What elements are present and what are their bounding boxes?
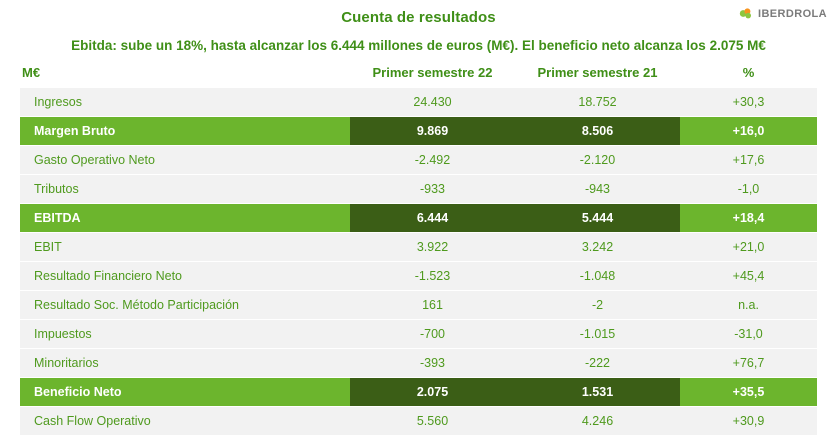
row-value-semester-22: 9.869 xyxy=(350,117,515,146)
row-value-semester-21: -1.015 xyxy=(515,320,680,349)
row-value-semester-22: -2.492 xyxy=(350,146,515,175)
row-value-semester-21: -1.048 xyxy=(515,262,680,291)
column-header-unit: M€ xyxy=(20,63,350,88)
row-value-semester-21: 8.506 xyxy=(515,117,680,146)
column-header-semester-22: Primer semestre 22 xyxy=(350,63,515,88)
row-value-semester-21: -2 xyxy=(515,291,680,320)
row-value-semester-21: 5.444 xyxy=(515,204,680,233)
row-value-percent: +35,5 xyxy=(680,378,817,407)
row-concept: Margen Bruto xyxy=(20,117,350,146)
row-value-percent: +21,0 xyxy=(680,233,817,262)
column-header-semester-21: Primer semestre 21 xyxy=(515,63,680,88)
row-concept: Beneficio Neto xyxy=(20,378,350,407)
row-value-percent: n.a. xyxy=(680,291,817,320)
brand-logo xyxy=(739,6,827,21)
row-concept: Gasto Operativo Neto xyxy=(20,146,350,175)
table-row xyxy=(20,146,817,175)
row-value-semester-22: -700 xyxy=(350,320,515,349)
iberdrola-logo-icon xyxy=(739,6,754,21)
row-concept: EBIT xyxy=(20,233,350,262)
row-concept: EBITDA xyxy=(20,204,350,233)
page-title: Cuenta de resultados xyxy=(341,9,496,26)
table-row xyxy=(20,88,817,117)
row-value-percent: +30,9 xyxy=(680,407,817,436)
row-value-percent: +45,4 xyxy=(680,262,817,291)
row-value-semester-21: -2.120 xyxy=(515,146,680,175)
table-header xyxy=(20,63,817,88)
row-value-semester-22: 5.560 xyxy=(350,407,515,436)
row-concept: Resultado Financiero Neto xyxy=(20,262,350,291)
row-value-semester-21: 3.242 xyxy=(515,233,680,262)
row-value-percent: -1,0 xyxy=(680,175,817,204)
brand-name: IBERDROLA xyxy=(758,7,827,20)
row-value-semester-21: -943 xyxy=(515,175,680,204)
financial-table xyxy=(20,63,817,436)
column-header-percent: % xyxy=(680,63,817,88)
row-value-percent: +30,3 xyxy=(680,88,817,117)
row-value-semester-22: 24.430 xyxy=(350,88,515,117)
table-body xyxy=(20,88,817,436)
row-value-semester-21: -222 xyxy=(515,349,680,378)
row-value-percent: +17,6 xyxy=(680,146,817,175)
row-value-semester-22: -1.523 xyxy=(350,262,515,291)
row-value-semester-22: 3.922 xyxy=(350,233,515,262)
row-value-percent: +16,0 xyxy=(680,117,817,146)
row-value-semester-22: 6.444 xyxy=(350,204,515,233)
row-value-semester-21: 1.531 xyxy=(515,378,680,407)
table-row xyxy=(20,233,817,262)
document-header xyxy=(0,0,837,34)
table-row xyxy=(20,291,817,320)
document-subtitle: Ebitda: sube un 18%, hasta alcanzar los 6.444 millones de euros (M€). El beneficio neto alcanza los 2.075 M€ xyxy=(71,38,766,53)
table-row xyxy=(20,262,817,291)
table-header-row xyxy=(20,63,817,88)
row-concept: Ingresos xyxy=(20,88,350,117)
table-row xyxy=(20,407,817,436)
table-row xyxy=(20,204,817,233)
table-row xyxy=(20,378,817,407)
row-concept: Tributos xyxy=(20,175,350,204)
row-value-percent: +76,7 xyxy=(680,349,817,378)
row-value-percent: +18,4 xyxy=(680,204,817,233)
row-value-semester-22: -393 xyxy=(350,349,515,378)
row-value-percent: -31,0 xyxy=(680,320,817,349)
table-row xyxy=(20,175,817,204)
table-row xyxy=(20,349,817,378)
row-value-semester-21: 18.752 xyxy=(515,88,680,117)
row-value-semester-21: 4.246 xyxy=(515,407,680,436)
row-concept: Resultado Soc. Método Participación xyxy=(20,291,350,320)
row-concept: Minoritarios xyxy=(20,349,350,378)
row-value-semester-22: 2.075 xyxy=(350,378,515,407)
row-value-semester-22: -933 xyxy=(350,175,515,204)
row-concept: Impuestos xyxy=(20,320,350,349)
table-row xyxy=(20,320,817,349)
table-row xyxy=(20,117,817,146)
row-concept: Cash Flow Operativo xyxy=(20,407,350,436)
row-value-semester-22: 161 xyxy=(350,291,515,320)
